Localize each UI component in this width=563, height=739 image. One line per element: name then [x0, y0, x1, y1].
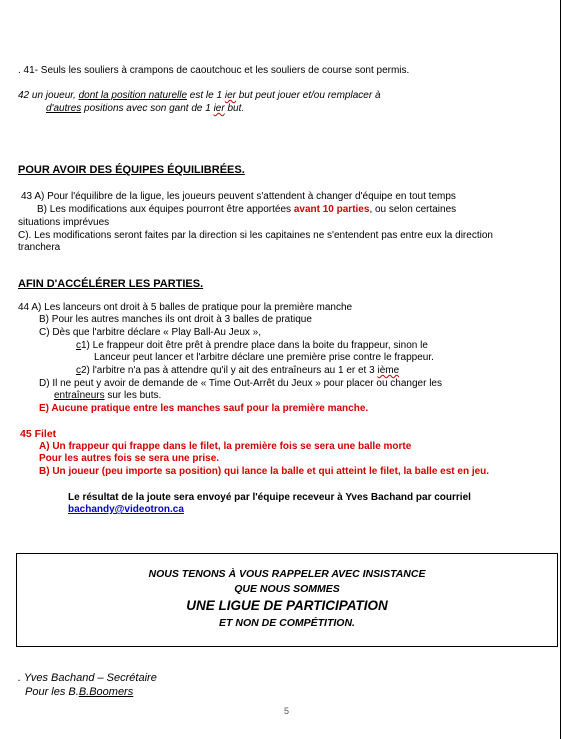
rule-45-a-cont: Pour les autres fois se sera une prise.	[39, 453, 220, 464]
rule-41: . 41- Seuls les souliers à crampons de caoutchouc et les souliers de course sont permis.	[18, 65, 410, 76]
rule-44-c1: c1) Le frappeur doit être prêt à prendre place dans la boite du frappeur, sinon le	[76, 340, 428, 351]
rule-42-line-2: d'autres positions avec son gant de 1 ier but.	[46, 103, 245, 114]
rule-43-c: C). Les modifications seront faites par la direction si les capitaines ne s'entendent pas entre eux la direction	[18, 230, 493, 241]
reminder-line-2: QUE NOUS SOMMES	[234, 583, 340, 595]
rule-45-b: B) Un joueur (peu importe sa position) qui lance la balle et qui atteint le filet, la balle est en jeu.	[39, 466, 490, 477]
rule-44-a: 44 A) Les lanceurs ont droit à 5 balles de pratique pour la première manche	[18, 302, 353, 313]
email-link[interactable]: bachandy@videotron.ca	[68, 504, 184, 515]
page-right-border	[560, 0, 561, 739]
signature-name: . Yves Bachand – Secrétaire	[18, 672, 157, 684]
rule-44-b: B) Pour les autres manches ils ont droit à 3 balles de pratique	[39, 314, 312, 325]
reminder-line-1: NOUS TENONS À VOUS RAPPELER AVEC INSISTANCE	[148, 568, 426, 580]
rule-44-c: C) Dès que l'arbitre déclare « Play Ball-Au Jeux »,	[39, 327, 262, 338]
rule-45-a: A) Un frappeur qui frappe dans le filet, la première fois se sera une balle morte	[39, 441, 412, 452]
rule-44-d-cont: entraîneurs sur les buts.	[54, 390, 162, 401]
section-heading-speed-up-games: AFIN D'ACCÉLÉRER LES PARTIES.	[18, 278, 204, 290]
section-heading-net: 45 Filet	[20, 428, 57, 440]
rule-43-b-cont: situations imprévues	[18, 217, 110, 228]
rule-43-c-cont: tranchera	[18, 242, 61, 253]
rule-43-b: B) Les modifications aux équipes pourront être apportées avant 10 parties, ou selon certaines	[37, 204, 457, 215]
rule-44-d: D) Il ne peut y avoir de demande de « Time Out-Arrêt du Jeux » pour placer ou changer les	[39, 378, 442, 389]
reminder-box	[16, 553, 558, 647]
rule-44-c2: c2) l'arbitre n'a pas à attendre qu'il y ait des entraîneurs au 1 er et 3 ième	[76, 365, 400, 376]
signature-team: Pour les B.B.Boomers	[25, 686, 134, 698]
section-heading-balanced-teams: POUR AVOIR DES ÉQUIPES ÉQUILIBRÉES.	[18, 164, 245, 176]
rule-43-a: 43 A) Pour l'équilibre de la ligue, les joueurs peuvent s'attendent à changer d'équipe en tout temps	[21, 191, 456, 202]
rule-44-e: E) Aucune pratique entre les manches sauf pour la première manche.	[39, 403, 369, 414]
rule-44-c1-cont: Lanceur peut lancer et l'arbitre déclare une première prise contre le frappeur.	[94, 352, 434, 363]
page-number: 5	[284, 706, 290, 716]
rule-42-line-1: 42 un joueur, dont la position naturelle est le 1 ier but peut jouer et/ou remplacer à	[18, 90, 381, 101]
result-note: Le résultat de la joute sera envoyé par l'équipe receveur à Yves Bachand par courriel	[68, 492, 471, 503]
reminder-line-4: ET NON DE COMPÉTITION.	[219, 617, 355, 629]
reminder-line-3: UNE LIGUE DE PARTICIPATION	[186, 598, 388, 613]
